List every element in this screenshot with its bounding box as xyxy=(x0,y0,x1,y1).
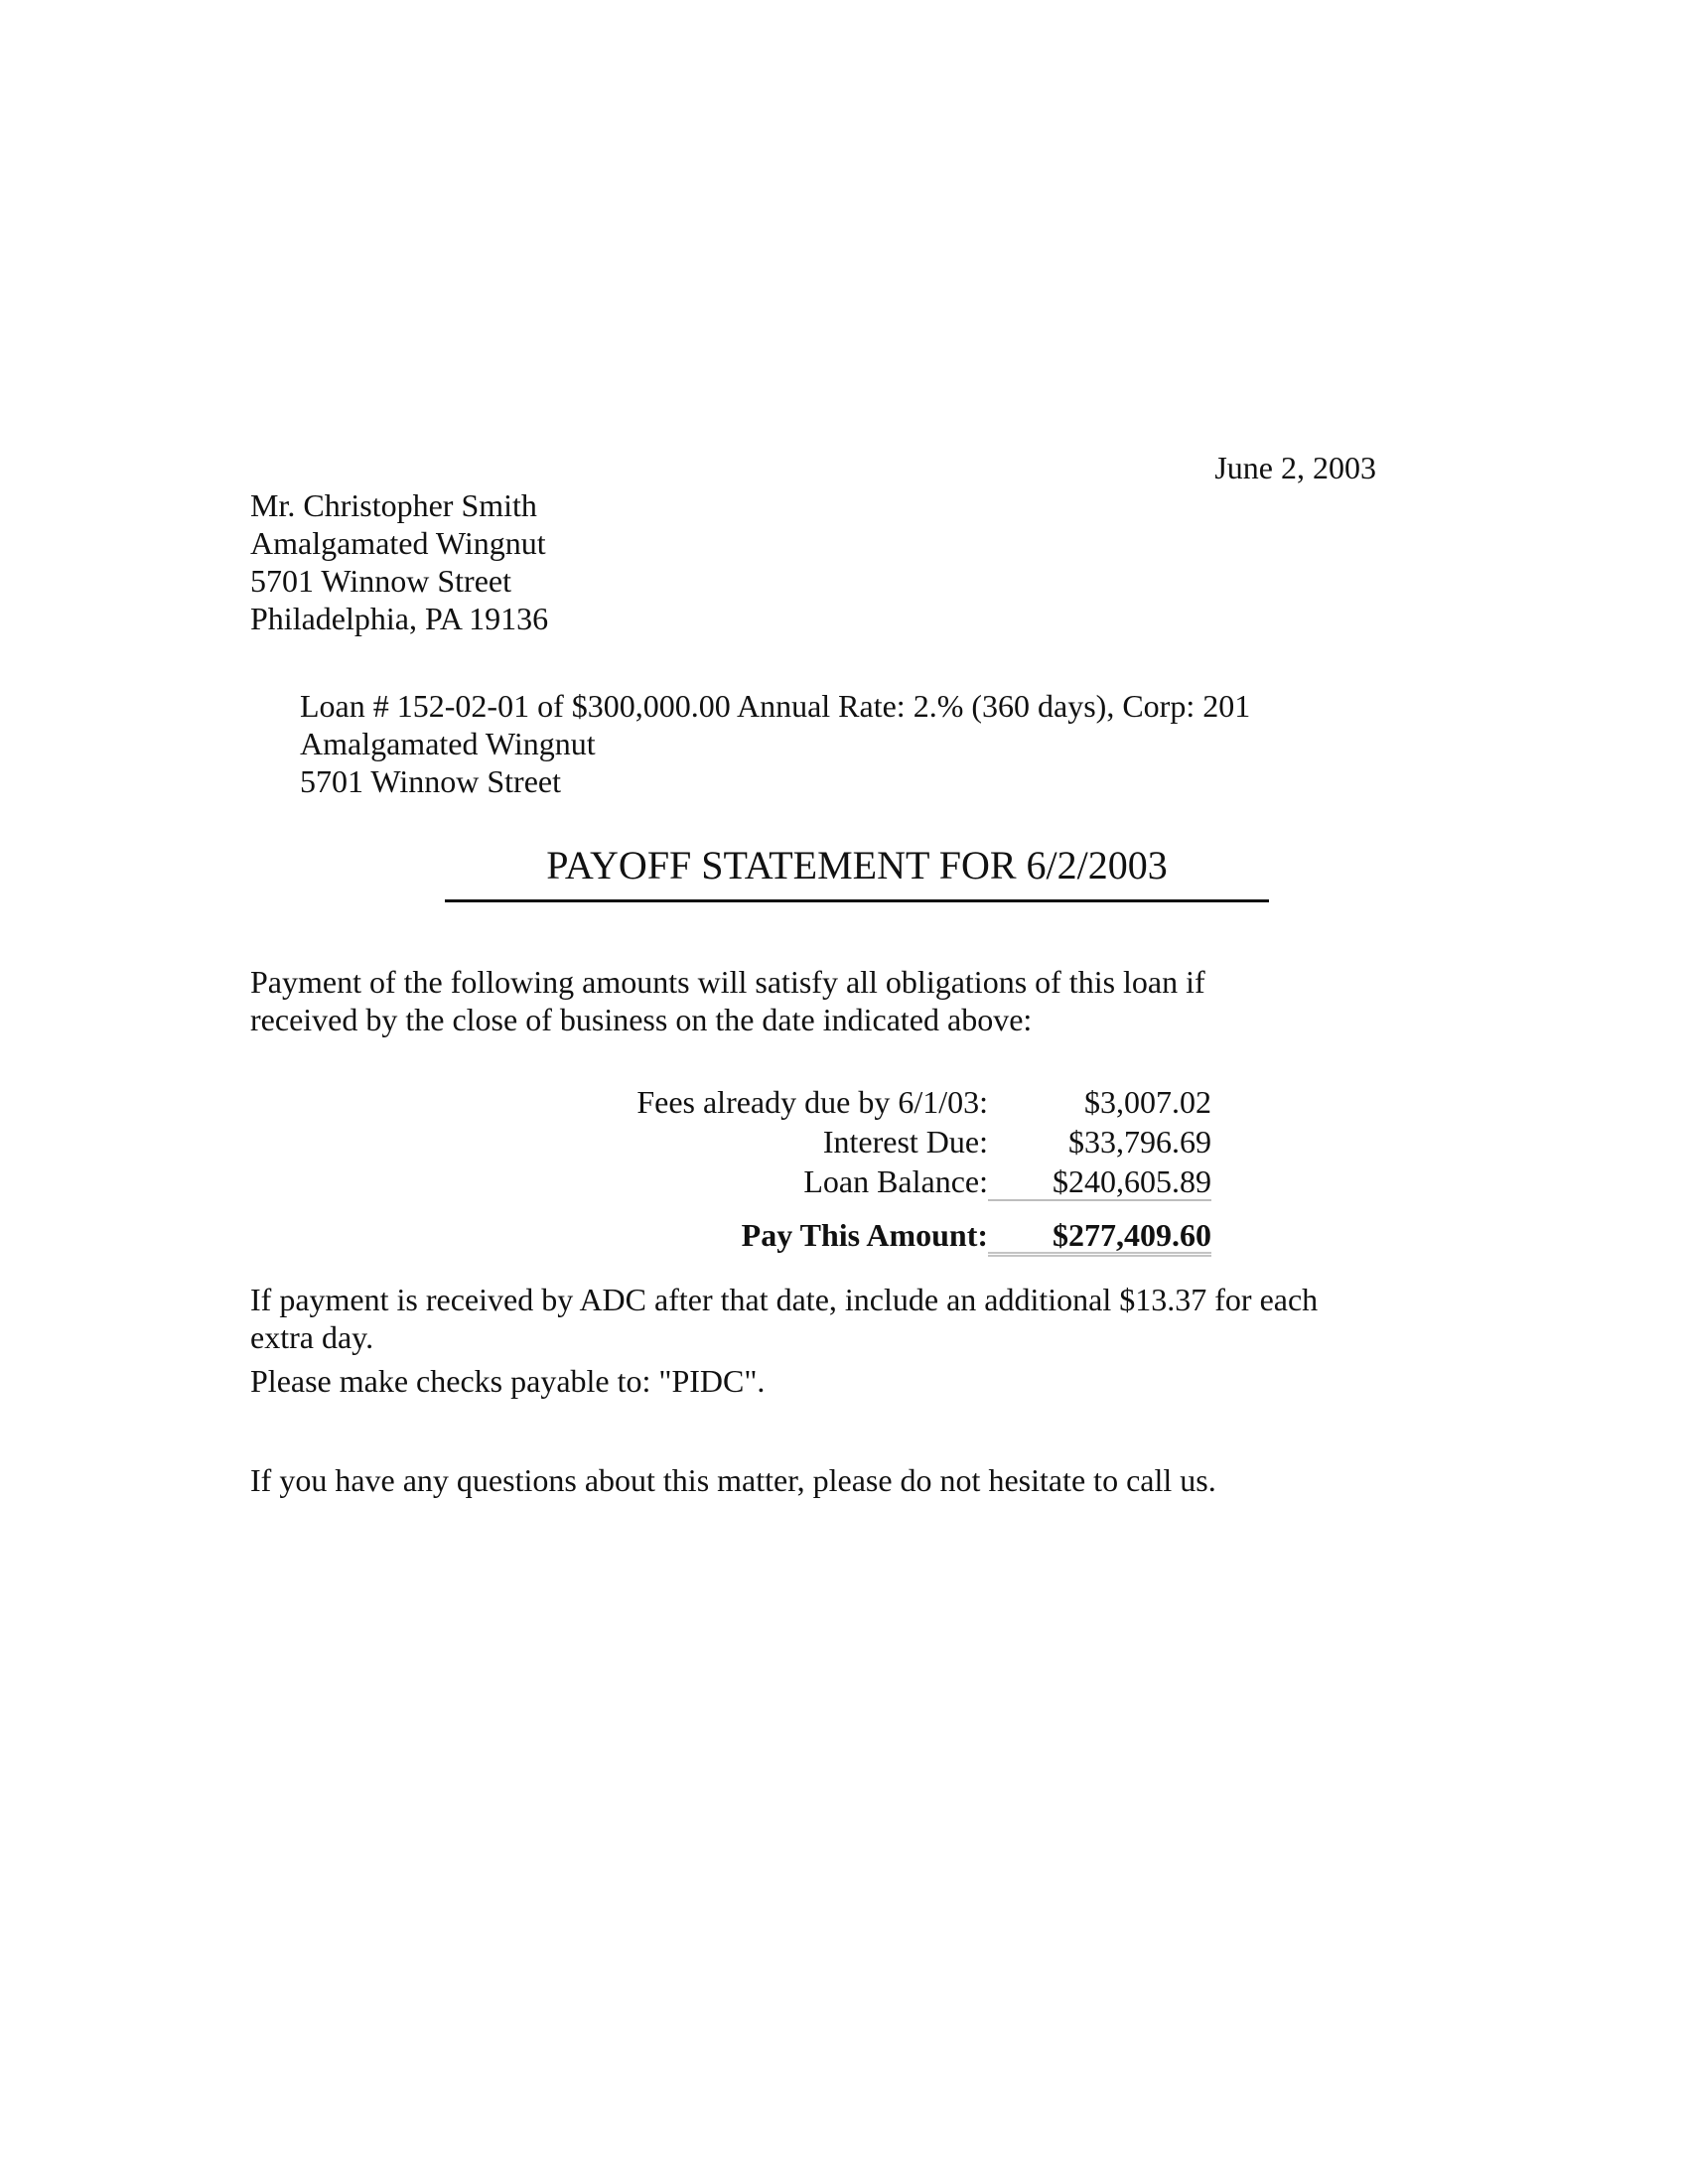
interest-value: $33,796.69 xyxy=(1068,1124,1211,1160)
recipient-company: Amalgamated Wingnut xyxy=(250,525,546,561)
page-title: PAYOFF STATEMENT FOR 6/2/2003 xyxy=(546,843,1168,887)
balance-value: $240,605.89 xyxy=(988,1161,1211,1201)
loan-company: Amalgamated Wingnut xyxy=(300,726,596,761)
title-underline xyxy=(445,899,1269,902)
late-payment-note xyxy=(250,1281,1318,1400)
balance-label: Loan Balance: xyxy=(803,1163,988,1199)
closing-line: If you have any questions about this matter, please do not hesitate to call us. xyxy=(250,1462,1216,1498)
intro-paragraph xyxy=(250,963,1392,1038)
total-value: $277,409.60 xyxy=(988,1213,1211,1257)
balance-row xyxy=(496,1161,1231,1201)
total-label: Pay This Amount: xyxy=(741,1217,988,1253)
payable-to-note: Please make checks payable to: "PIDC". xyxy=(250,1363,766,1399)
total-row xyxy=(496,1213,1231,1257)
intro-line-2: received by the close of business on the date indicated above: xyxy=(250,1002,1033,1037)
interest-row xyxy=(496,1122,1231,1161)
loan-summary: Loan # 152-02-01 of $300,000.00 Annual Rate: 2.% (360 days), Corp: 201 xyxy=(300,688,1251,724)
letter-date: June 2, 2003 xyxy=(1214,450,1376,485)
late-note-line-1: If payment is received by ADC after that date, include an additional $13.37 for each xyxy=(250,1282,1319,1317)
interest-label: Interest Due: xyxy=(822,1124,988,1160)
recipient-city: Philadelphia, PA 19136 xyxy=(250,601,549,636)
fees-row xyxy=(496,1082,1231,1122)
recipient-street: 5701 Winnow Street xyxy=(250,563,511,599)
fees-label: Fees already due by 6/1/03: xyxy=(636,1084,988,1120)
loan-street: 5701 Winnow Street xyxy=(300,763,561,799)
fees-value: $3,007.02 xyxy=(1084,1084,1211,1120)
intro-line-1: Payment of the following amounts will satisfy all obligations of this loan if xyxy=(250,964,1205,1000)
loan-details xyxy=(300,687,1250,800)
recipient-name: Mr. Christopher Smith xyxy=(250,487,537,523)
late-note-line-2: extra day. xyxy=(250,1319,374,1355)
recipient-address xyxy=(250,486,548,637)
amounts-table xyxy=(496,1082,1231,1257)
